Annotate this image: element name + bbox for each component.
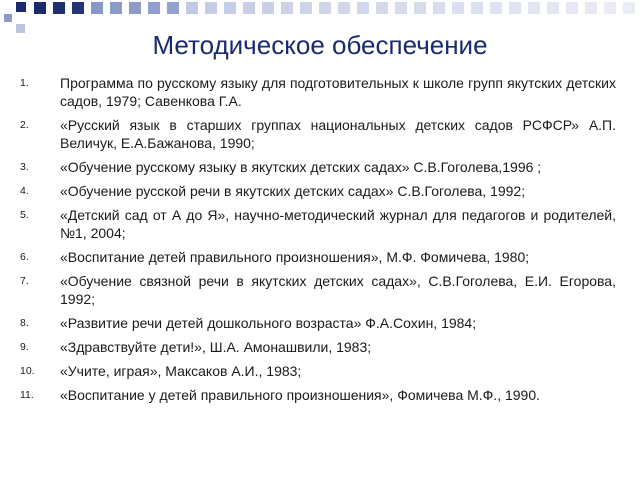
decorative-square bbox=[395, 2, 407, 14]
decorative-square bbox=[243, 2, 255, 14]
list-item bbox=[20, 206, 616, 242]
list-item bbox=[20, 362, 616, 380]
item-text: «Обучение связной речи в якутских детских садах», С.В.Гоголева, Е.И. Егорова, 1992; bbox=[60, 273, 616, 307]
decorative-square bbox=[585, 2, 597, 14]
decorative-square bbox=[16, 2, 26, 12]
decorative-square bbox=[452, 2, 464, 14]
list-item bbox=[20, 74, 616, 110]
item-number: 2. bbox=[20, 119, 29, 131]
item-text: «Воспитание у детей правильного произношения», Фомичева М.Ф., 1990. bbox=[60, 387, 541, 403]
decorative-square bbox=[414, 2, 426, 14]
decorative-square bbox=[509, 2, 521, 14]
decorative-square bbox=[547, 2, 559, 14]
decorative-square bbox=[528, 2, 540, 14]
item-number: 6. bbox=[20, 251, 29, 263]
decorative-square bbox=[623, 2, 635, 14]
decorative-square bbox=[72, 2, 84, 14]
slide-title: Методическое обеспечение bbox=[152, 30, 488, 60]
decorative-square bbox=[91, 2, 103, 14]
decorative-square bbox=[4, 14, 12, 22]
decorative-square bbox=[186, 2, 198, 14]
list-item bbox=[20, 158, 616, 176]
item-text: «Детский сад от А до Я», научно-методический журнал для педагогов и родителей, №1, 2004; bbox=[60, 207, 616, 241]
decorative-square bbox=[471, 2, 483, 14]
decorative-square bbox=[224, 2, 236, 14]
decorative-square bbox=[110, 2, 122, 14]
decorative-square bbox=[319, 2, 331, 14]
list-item bbox=[20, 338, 616, 356]
decorative-square bbox=[604, 2, 616, 14]
decorative-square bbox=[262, 2, 274, 14]
list-item bbox=[20, 386, 616, 404]
item-text: «Воспитание детей правильного произношения», М.Ф. Фомичева, 1980; bbox=[60, 249, 530, 265]
item-number: 1. bbox=[20, 77, 29, 89]
item-text: «Учите, играя», Максаков А.И., 1983; bbox=[60, 363, 302, 379]
list-item bbox=[20, 116, 616, 152]
item-number: 9. bbox=[20, 341, 29, 353]
decorative-square bbox=[34, 2, 46, 14]
list-item bbox=[20, 182, 616, 200]
decorative-square bbox=[205, 2, 217, 14]
decorative-square bbox=[490, 2, 502, 14]
decorative-square bbox=[129, 2, 141, 14]
decorative-square bbox=[281, 2, 293, 14]
item-text: «Обучение русской речи в якутских детских садах» С.В.Гоголева, 1992; bbox=[60, 183, 526, 199]
decorative-square bbox=[357, 2, 369, 14]
decorative-square bbox=[167, 2, 179, 14]
item-text: «Развитие речи детей дошкольного возраста» Ф.А.Сохин, 1984; bbox=[60, 315, 477, 331]
item-number: 5. bbox=[20, 209, 29, 221]
decorative-square bbox=[338, 2, 350, 14]
decorative-square bbox=[300, 2, 312, 14]
item-number: 4. bbox=[20, 185, 29, 197]
item-text: «Здравствуйте дети!», Ш.А. Амонашвили, 1983; bbox=[60, 339, 372, 355]
list-item bbox=[20, 248, 616, 266]
item-number: 7. bbox=[20, 275, 29, 287]
item-number: 11. bbox=[20, 389, 34, 401]
item-text: «Русский язык в старших группах национальных детских садов РСФСР» А.П. Величук, Е.А.Бажанова, 1990; bbox=[60, 117, 616, 151]
decorative-square bbox=[376, 2, 388, 14]
item-text: Программа по русскому языку для подготовительных к школе групп якутских детских садов, 1979; Савенкова Г.А. bbox=[60, 75, 616, 109]
decorative-square bbox=[148, 2, 160, 14]
decorative-square bbox=[566, 2, 578, 14]
decorative-square bbox=[433, 2, 445, 14]
list-item bbox=[20, 272, 616, 308]
reference-list bbox=[20, 74, 616, 410]
item-number: 3. bbox=[20, 161, 29, 173]
item-number: 10. bbox=[20, 365, 35, 377]
list-item bbox=[20, 314, 616, 332]
decorative-square bbox=[53, 2, 65, 14]
item-number: 8. bbox=[20, 317, 29, 329]
item-text: «Обучение русскому языку в якутских детских садах» С.В.Гоголева,1996 ; bbox=[60, 159, 542, 175]
